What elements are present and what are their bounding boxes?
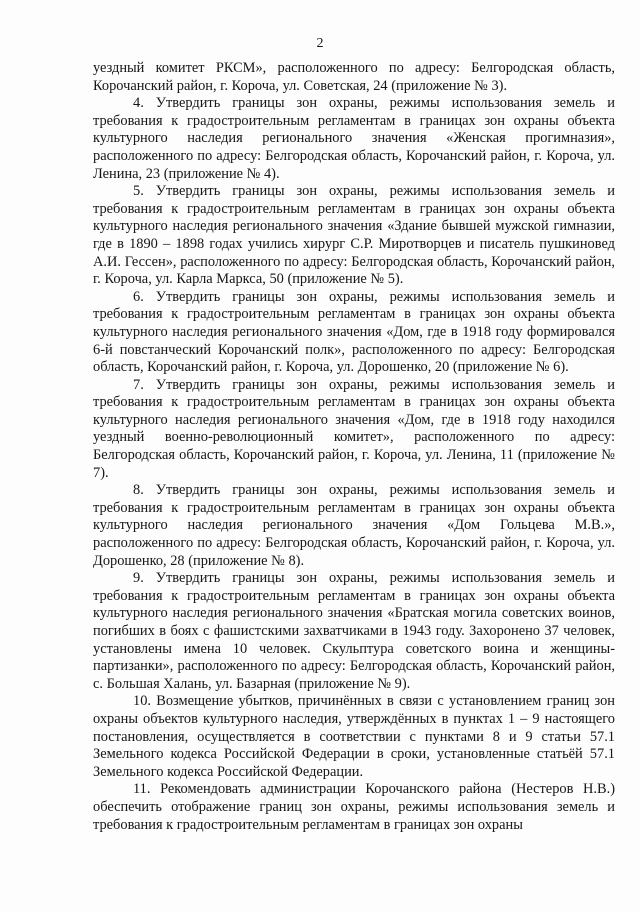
paragraph-item-5: 5. Утвердить границы зон охраны, режимы использования земель и требования к градостроительным регламентам в границах зон охраны объекта культурного наследия регионального значения «Здание бывшей мужской гимназии, где в 1890 – 1898 годах учились хирург С.Р. Миротворцев и писатель пушкиновед А.И. Гессен», расположенного по адресу: Белгородская область, Корочанский район, г. Короча, ул. Карла Маркса, 50 (приложение № 5). [93, 183, 615, 288]
paragraph-item-6: 6. Утвердить границы зон охраны, режимы использования земель и требования к градостроительным регламентам в границах зон охраны объекта культурного наследия регионального значения «Дом, где в 1918 году формировался 6-й повстанческий Корочанский полк», расположенного по адресу: Белгородская область, Корочанский район, г. Короча, ул. Дорошенко, 20 (приложение № 6). [93, 288, 615, 376]
paragraph-item-8: 8. Утвердить границы зон охраны, режимы использования земель и требования к градостроительным регламентам в границах зон охраны объекта культурного наследия регионального значения «Дом Гольцева М.В.», расположенного по адресу: Белгородская область, Корочанский район, г. Короча, ул. Дорошенко, 28 (приложение № 8). [93, 482, 615, 569]
paragraph-item-7: 7. Утвердить границы зон охраны, режимы использования земель и требования к градостроительным регламентам в границах зон охраны объекта культурного наследия регионального значения «Дом, где в 1918 году находился уездный военно-революционный комитет», расположенного по адресу: Белгородская область, Корочанский район, г. Короча, ул. Ленина, 11 (приложение № 7). [93, 376, 615, 481]
paragraph-continuation: уездный комитет РКСМ», расположенного по адресу: Белгородская область, Корочанский район, г. Короча, ул. Советская, 24 (приложение № 3). [93, 60, 615, 94]
paragraph-item-11: 11. Рекомендовать администрации Корочанского района (Нестеров Н.В.) обеспечить отображение границ зон охраны, режимы использования земель и требования к градостроительным регламентам в границах зон охраны [93, 781, 615, 833]
paragraph-item-4: 4. Утвердить границы зон охраны, режимы использования земель и требования к градостроительным регламентам в границах зон охраны объекта культурного наследия регионального значения «Женская прогимназия», расположенного по адресу: Белгородская область, Корочанский район, г. Короча, ул. Ленина, 23 (приложение № 4). [93, 95, 615, 182]
paragraph-item-10: 10. Возмещение убытков, причинённых в связи с установлением границ зон охраны объектов культурного наследия, утверждённых в пунктах 1 – 9 настоящего постановления, осуществляется в соответствии с пунктами 8 и 9 статьи 57.1 Земельного кодекса Российской Федерации в сроки, установленные статьёй 57.1 Земельного кодекса Российской Федерации. [93, 693, 615, 780]
paragraph-item-9: 9. Утвердить границы зон охраны, режимы использования земель и требования к градостроительным регламентам в границах зон охраны объекта культурного наследия регионального значения «Братская могила советских воинов, погибших в боях с фашистскими захватчиками в 1943 году. Захоронено 37 человек, установлены имена 10 человек. Скульптура советского воина и женщины-партизанки», расположенного по адресу: Белгородская область, Корочанский район, с. Большая Халань, ул. Базарная (приложение № 9). [93, 570, 615, 692]
page-number: 2 [316, 36, 324, 51]
document-body [93, 60, 615, 834]
